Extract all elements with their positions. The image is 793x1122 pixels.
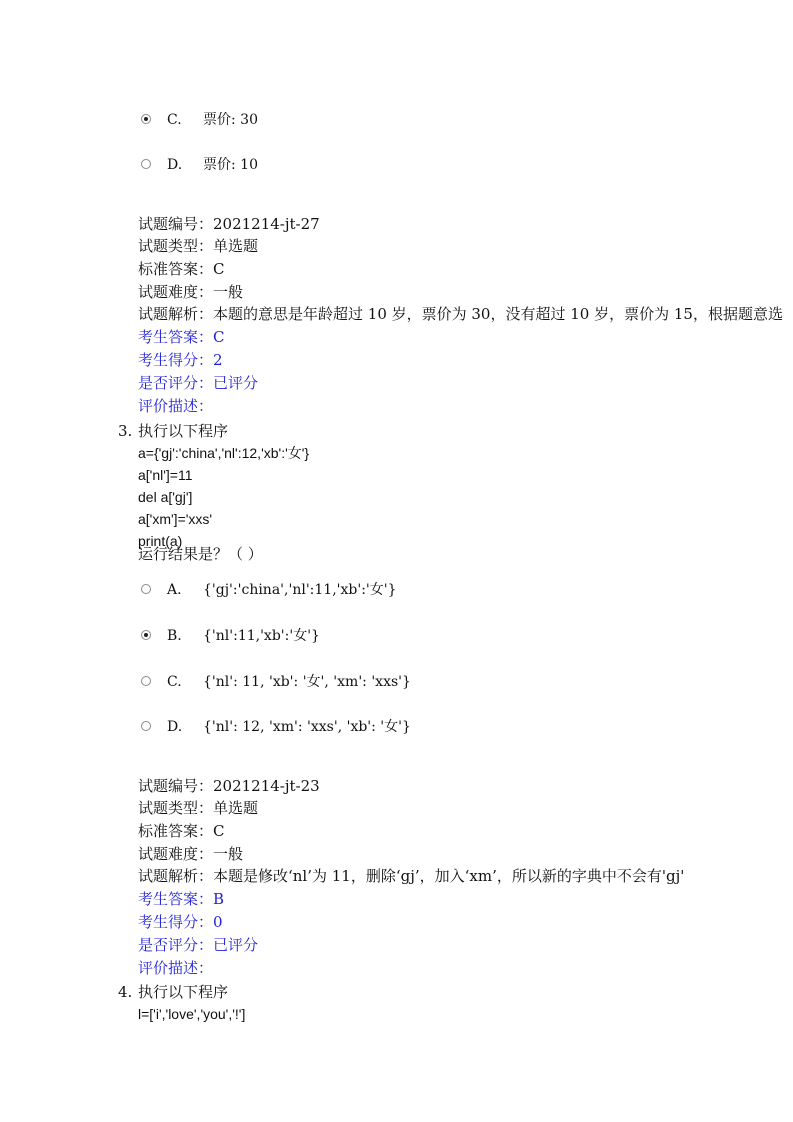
q3-number: 3.: [118, 422, 133, 440]
q3-code-line-4: a['xm']='xxs': [138, 511, 213, 527]
q3-id: 试题编号：2021214-jt-23: [138, 777, 320, 795]
q2-id: 试题编号：2021214-jt-27: [138, 215, 320, 233]
radio-icon[interactable]: [141, 676, 151, 686]
option-letter: D.: [167, 719, 183, 735]
q4-title: 执行以下程序: [138, 983, 229, 1001]
option-letter: C.: [167, 674, 182, 690]
q3-comment: 评价描述：: [138, 959, 214, 977]
q3-code-line-1: a={'gj':'china','nl':12,'xb':'女'}: [138, 445, 310, 461]
option-letter: A.: [167, 582, 182, 598]
q3-student-answer: 考生答案：B: [138, 890, 225, 908]
q4-number: 4.: [118, 983, 133, 1001]
q2-student-answer: 考生答案：C: [138, 328, 225, 346]
option-text: 票价: 30: [203, 112, 258, 128]
q3-title: 执行以下程序: [138, 422, 229, 440]
radio-icon[interactable]: [141, 584, 151, 594]
option-text: {'gj':'china','nl':11,'xb':'女'}: [203, 582, 397, 598]
q3-difficulty: 试题难度：一般: [138, 845, 244, 863]
q3-code-line-5: print(a): [138, 533, 183, 549]
q3-analysis: 试题解析：本题是修改‘nl’为 11，删除‘gj’，加入‘xm’，所以新的字典中不会有'gj': [138, 867, 685, 885]
q4-code-line-1: l=['i','love','you','!']: [138, 1006, 246, 1022]
q3-code-line-2: a['nl']=11: [138, 467, 193, 483]
q3-type: 试题类型：单选题: [138, 799, 259, 817]
radio-icon[interactable]: [141, 159, 151, 169]
option-text: {'nl':11,'xb':'女'}: [203, 628, 320, 644]
q2-type: 试题类型：单选题: [138, 237, 259, 255]
option-letter: D.: [167, 157, 183, 173]
radio-icon[interactable]: [141, 721, 151, 731]
q3-graded: 是否评分：已评分: [138, 936, 259, 954]
option-letter: B.: [167, 628, 182, 644]
q3-question: 运行结果是？（ ）: [138, 545, 263, 563]
q2-analysis: 试题解析：本题的意思是年龄超过 10 岁，票价为 30，没有超过 10 岁，票价为 15，根据题意选: [138, 305, 783, 323]
q2-graded: 是否评分：已评分: [138, 374, 259, 392]
q3-standard-answer: 标准答案：C: [138, 822, 225, 840]
q3-code-line-3: del a['gj']: [138, 489, 193, 505]
option-text: {'nl': 12, 'xm': 'xxs', 'xb': '女'}: [203, 719, 411, 735]
option-text: {'nl': 11, 'xb': '女', 'xm': 'xxs'}: [203, 674, 411, 690]
q2-standard-answer: 标准答案：C: [138, 260, 225, 278]
radio-selected-icon[interactable]: [141, 114, 151, 124]
q2-comment: 评价描述：: [138, 397, 214, 415]
option-letter: C.: [167, 112, 182, 128]
option-text: 票价: 10: [203, 157, 258, 173]
q2-score: 考生得分：2: [138, 351, 223, 369]
radio-selected-icon[interactable]: [141, 630, 151, 640]
q3-score: 考生得分：0: [138, 913, 223, 931]
q2-difficulty: 试题难度：一般: [138, 283, 244, 301]
